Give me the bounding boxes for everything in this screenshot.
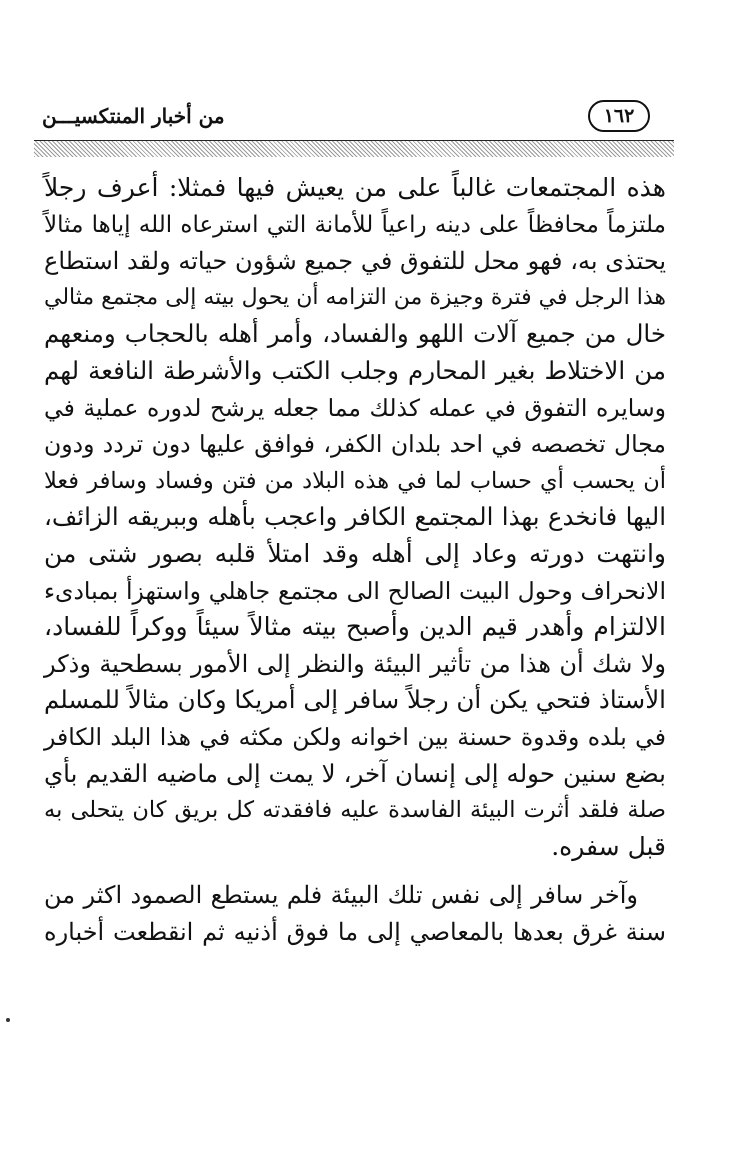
text-line: سنة غرق بعدها بالمعاصي إلى ما فوق أذنيه ثم انقطعت أخباره xyxy=(44,917,666,946)
text-line: مجال تخصصه في احد بلدان الكفر، فوافق عليها دون تردد ودون xyxy=(44,430,666,459)
text-line: يحتذى به، فهو محل للتفوق في جميع شؤون حياته ولقد استطاع xyxy=(44,247,666,276)
text-line: من الاختلاط بغير المحارم وجلب الكتب والأشرطة النافعة لهم xyxy=(44,355,666,385)
page-header xyxy=(34,96,674,136)
running-title: من أخبار المنتكسيـــن xyxy=(42,104,225,128)
margin-mark xyxy=(6,1018,10,1022)
text-line: ولا شك أن هذا من تأثير البيئة والنظر إلى الأمور بسطحية وذكر xyxy=(44,649,666,678)
page-number: ١٦٢ xyxy=(588,100,650,132)
text-line: صلة فلقد أثرت البيئة الفاسدة عليه فافقدته كل بريق كان يتحلى به xyxy=(44,797,666,824)
text-line: وسايره التفوق في عمله كذلك مما جعله يرشح لدوره عملية في xyxy=(44,393,666,422)
body-text xyxy=(44,170,666,950)
text-line: هذا الرجل في فترة وجيزة من التزامه أن يحول بيته إلى مجتمع مثالي xyxy=(44,284,666,310)
text-line: أن يحسب أي حساب لما في هذه البلاد من فتن وفساد وسافر فعلا xyxy=(44,467,666,494)
paragraph-gap xyxy=(44,865,666,877)
text-line: الالتزام وأهدر قيم الدين وأصبح بيته مثالاً سيئاً ووكراً للفساد، xyxy=(44,612,666,642)
text-line: ملتزماً محافظاً على دينه راعياً للأمانة التي استرعاه الله إياها مثالاً xyxy=(44,211,666,238)
text-line: هذه المجتمعات غالباً على من يعيش فيها فمثلا: أعرف رجلاً xyxy=(44,173,666,202)
text-line: وآخر سافر إلى نفس تلك البيئة فلم يستطع الصمود اكثر من xyxy=(44,881,638,910)
text-line: في بلده وقدوة حسنة بين اخوانه ولكن مكثه في هذا البلد الكافر xyxy=(44,722,666,751)
text-line: الأستاذ فتحي يكن أن رجلاً سافر إلى أمريكا وكان مثالاً للمسلم xyxy=(44,685,666,715)
header-hatched-rule xyxy=(34,140,674,157)
text-line: قبل سفره. xyxy=(551,831,666,861)
text-line: الانحراف وحول البيت الصالح الى مجتمع جاهلي واستهزأ بمبادىء xyxy=(44,576,666,605)
text-line: خال من جميع آلات اللهو والفساد، وأمر أهله بالحجاب ومنعهم xyxy=(44,319,666,349)
text-line: بضع سنين حوله إلى إنسان آخر، لا يمت إلى ماضيه القديم بأي xyxy=(44,758,666,788)
text-line: وانتهت دورته وعاد إلى أهله وقد امتلأ قلبه بصور شتى من xyxy=(44,538,666,568)
paragraph-1 xyxy=(44,170,666,865)
text-line: اليها فانخدع بهذا المجتمع الكافر واعجب بأهله وببريقه الزائف، xyxy=(44,502,666,532)
paragraph-2 xyxy=(44,877,666,950)
